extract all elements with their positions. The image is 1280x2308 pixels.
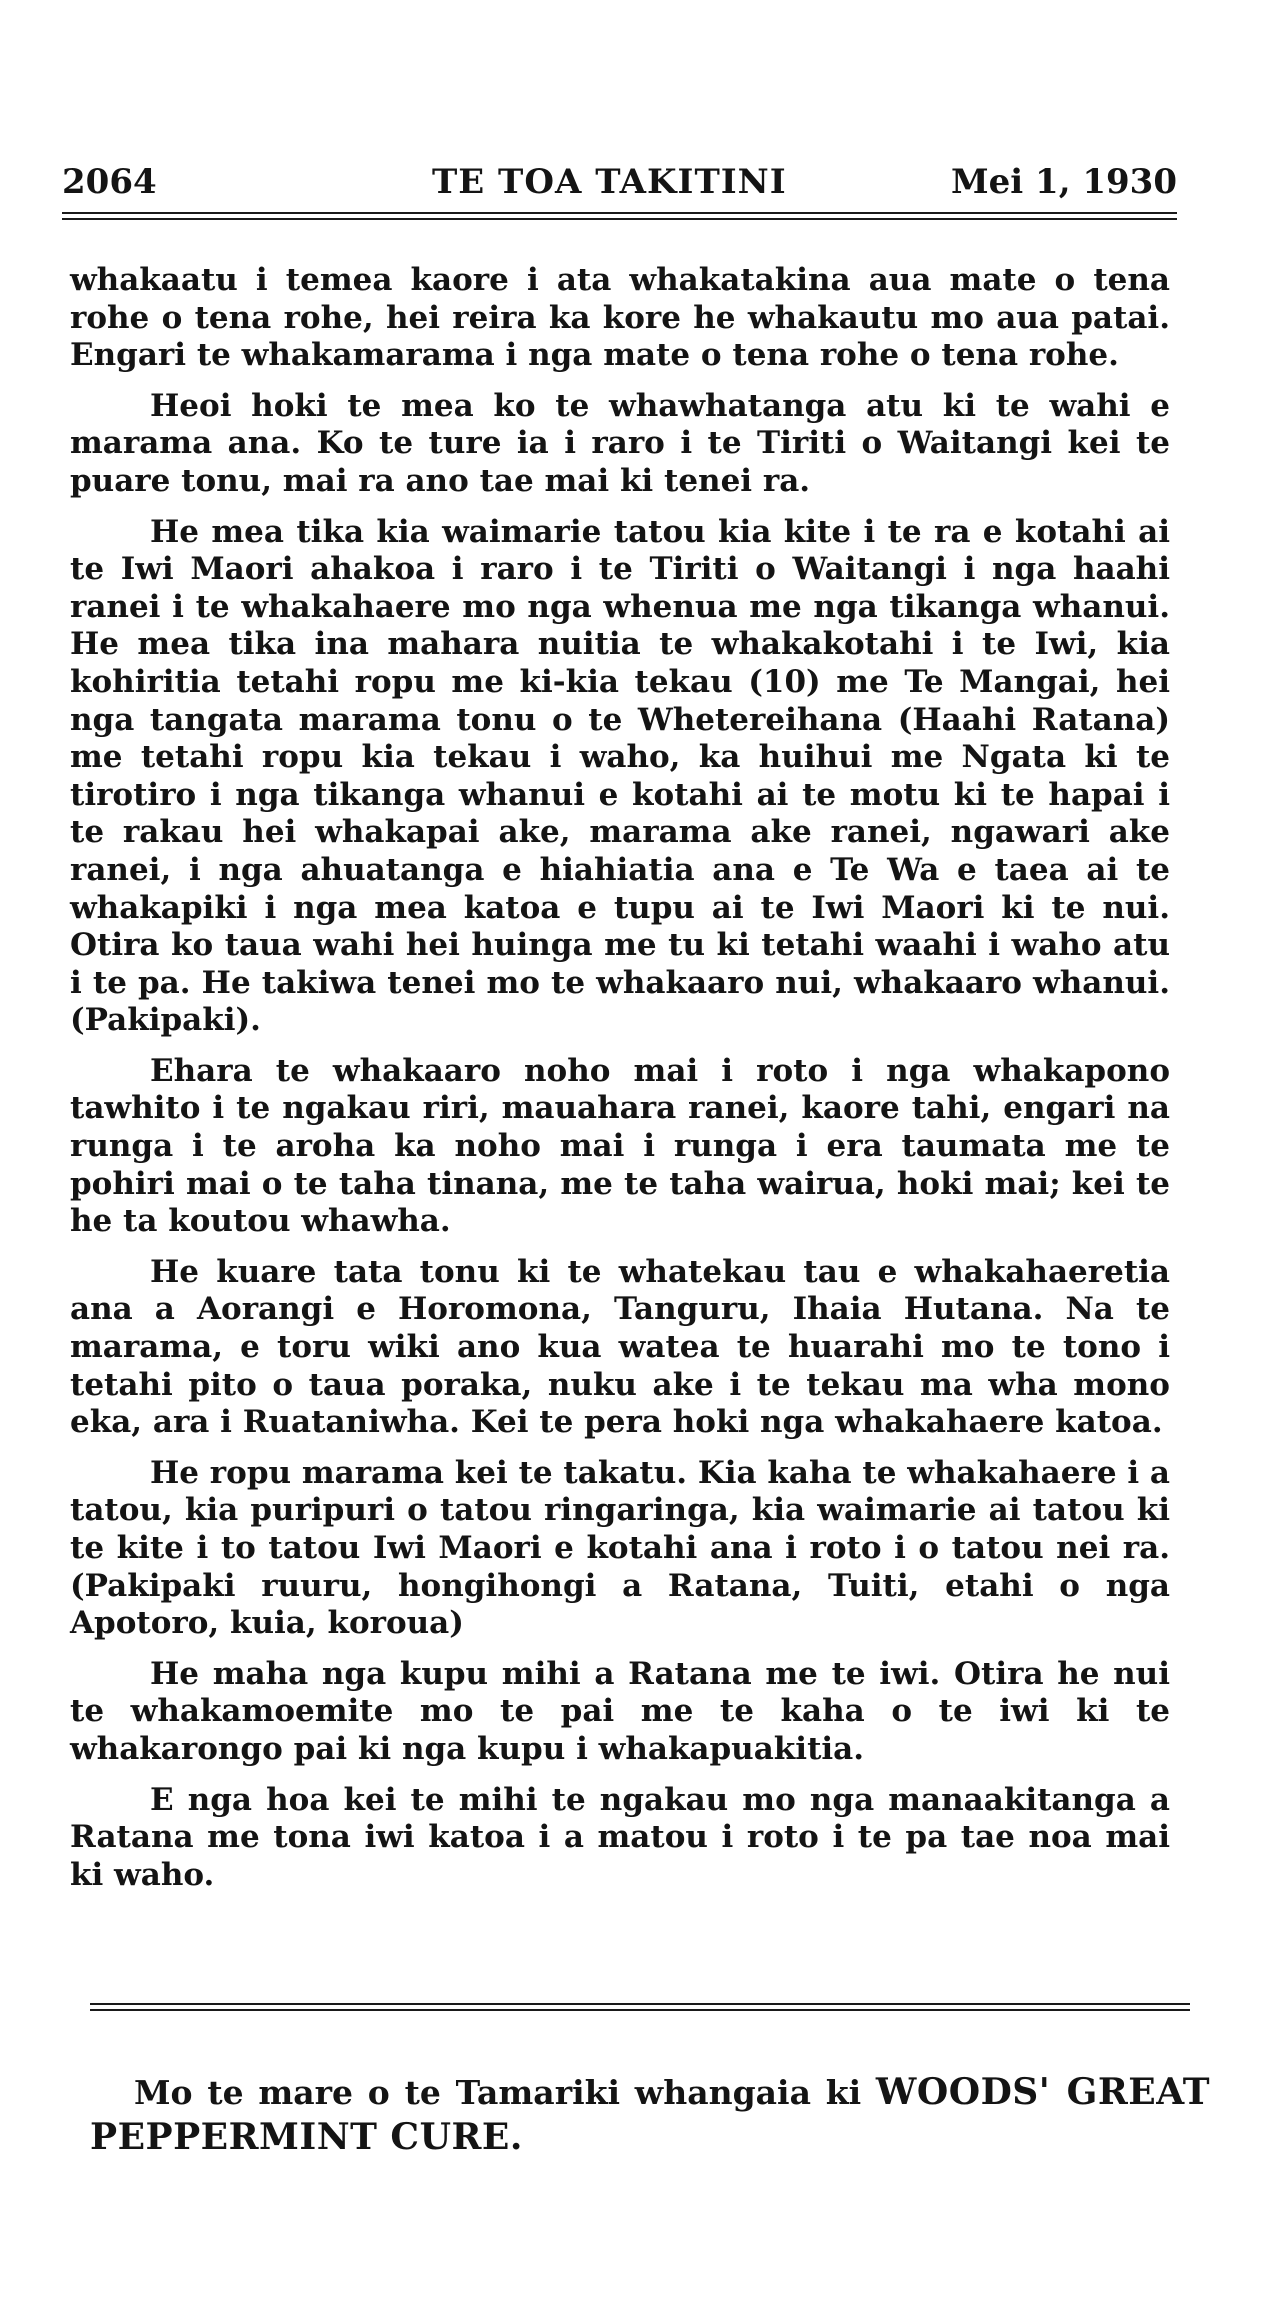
footer-divider	[90, 2003, 1190, 2011]
article-body	[70, 262, 1170, 1907]
page-number: 2064	[62, 162, 157, 202]
page-header	[62, 162, 1177, 212]
paragraph: He maha nga kupu mihi a Ratana me te iwi. Otira he nui te whakamoemite mo te pai me te kaha o te iwi ki te whakarongo pai ki nga kupu i whakapuakitia.	[70, 1655, 1170, 1767]
paragraph: He mea tika kia waimarie tatou kia kite i te ra e kotahi ai te Iwi Maori ahakoa i raro i te Tiriti o Waitangi i nga haahi ranei i te whakahaere mo nga whenua me nga tikanga whanui. He mea tika ina mahara nuitia te whakakotahi i te Iwi, kia kohiritia tetahi ropu me ki-kia tekau (10) me Te Mangai, hei nga tangata marama tonu o te Whetereihana (Haahi Ratana) me tetahi ropu kia tekau i waho, ka huihui me Ngata ki te tirotiro i nga tikanga whanui e kotahi ai te motu ki te hapai i te rakau hei whakapai ake, marama ake ranei, ngawari ake ranei, i nga ahuatanga e hiahiatia ana e Te Wa e taea ai te whakapiki i nga mea katoa e tupu ai te Iwi Maori ki te nui. Otira ko taua wahi hei huinga me tu ki tetahi waahi i waho atu i te pa. He takiwa tenei mo te whakaaro nui, whakaaro whanui. (Pakipaki).	[70, 513, 1170, 1039]
advertisement-brand: WOODS' GREAT PEPPERMINT CURE.	[90, 2071, 1210, 2158]
paragraph: He ropu marama kei te takatu. Kia kaha te whakahaere i a tatou, kia puripuri o tatou ringaringa, kia waimarie ai tatou ki te kite i to tatou Iwi Maori e kotahi ana i roto i o tatou nei ra. (Pakipaki ruuru, hongihongi a Ratana, Tuiti, etahi o nga Apotoro, kuia, koroua)	[70, 1454, 1170, 1642]
paragraph: Ehara te whakaaro noho mai i roto i nga whakapono tawhito i te ngakau riri, mauahara ranei, kaore tahi, engari na runga i te aroha ka noho mai i runga i era taumata me te pohiri mai o te taha tinana, me te taha wairua, hoki mai; kei te he ta koutou whawha.	[70, 1052, 1170, 1240]
paragraph: He kuare tata tonu ki te whatekau tau e whakahaeretia ana a Aorangi e Horomona, Tanguru, Ihaia Hutana. Na te marama, e toru wiki ano kua watea te huarahi mo te tono i tetahi pito o taua poraka, nuku ake i te tekau ma wha mono eka, ara i Ruataniwha. Kei te pera hoki nga whakahaere katoa.	[70, 1253, 1170, 1441]
advertisement-text: Mo te mare o te Tamariki whangaia ki	[134, 2073, 862, 2112]
header-divider	[62, 212, 1177, 220]
paragraph: E nga hoa kei te mihi te ngakau mo nga manaakitanga a Ratana me tona iwi katoa i a matou i roto i te pa tae noa mai ki waho.	[70, 1781, 1170, 1893]
paragraph: whakaatu i temea kaore i ata whakatakina aua mate o tena rohe o tena rohe, hei reira ka kore he whakautu mo aua patai. Engari te whakamarama i nga mate o tena rohe o tena rohe.	[70, 262, 1170, 374]
journal-title: TE TOA TAKITINI	[432, 162, 787, 202]
paragraph: Heoi hoki te mea ko te whawhatanga atu ki te wahi e marama ana. Ko te ture ia i raro i te Tiriti o Waitangi kei te puare tonu, mai ra ano tae mai ki tenei ra.	[70, 387, 1170, 499]
issue-date: Mei 1, 1930	[951, 162, 1177, 202]
advertisement	[90, 2070, 1210, 2160]
